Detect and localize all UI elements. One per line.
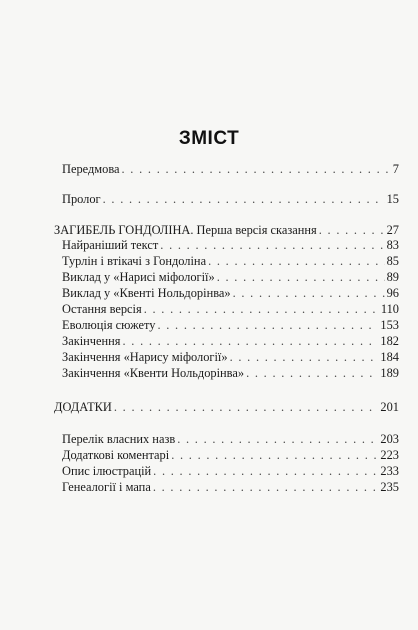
toc-entry-label: Додаткові коментарі — [62, 448, 170, 462]
dot-leader — [208, 253, 385, 269]
dot-leader — [103, 191, 385, 207]
toc-entry-quenta-noldorinwa — [62, 285, 399, 301]
toc-entry-label: Виклад у «Квенті Нольдорінва» — [62, 286, 231, 300]
toc-entry-label: Закінчення — [62, 334, 121, 348]
toc-entry-list-of-names — [62, 431, 399, 447]
toc-entry-label: Виклад у «Нарисі міфології» — [62, 270, 215, 284]
toc-entry-label: Еволюція сюжету — [62, 318, 156, 332]
toc-entry-page-number: 96 — [386, 286, 399, 300]
toc-entry-page-number: 184 — [380, 350, 399, 364]
toc-entry-fall-of-gondolin — [54, 222, 399, 238]
toc-entry-last-version — [62, 301, 399, 317]
toc-entry-ending — [62, 333, 399, 349]
toc-entry-label: Закінчення «Нарису міфології» — [62, 350, 228, 364]
dot-leader — [157, 317, 378, 333]
dot-leader — [114, 399, 379, 415]
toc-entry-page-number: 223 — [380, 448, 399, 462]
toc-entry-label: Опис ілюстрацій — [62, 464, 152, 478]
dot-leader — [217, 269, 385, 285]
toc-entry-page-number: 110 — [380, 302, 399, 316]
toc-entry-label: Перелік власних назв — [62, 432, 176, 446]
toc-entry-page-number: 89 — [386, 270, 399, 284]
toc-entry-label: ДОДАТКИ — [54, 400, 112, 414]
toc-entry-preface — [62, 161, 399, 177]
toc-entry-page-number: 15 — [386, 192, 399, 206]
toc-entry-page-number: 233 — [380, 464, 399, 478]
toc-entry-genealogies-map — [62, 479, 399, 495]
toc-entry-label: Пролог — [62, 192, 101, 206]
toc-entry-page-number: 27 — [386, 223, 399, 237]
toc-entry-page-number: 189 — [380, 366, 399, 380]
toc-entry-page-number: 85 — [386, 254, 399, 268]
toc-entry-label: Найраніший текст — [62, 238, 159, 252]
toc-entry-illustrations — [62, 463, 399, 479]
dot-leader — [246, 365, 378, 381]
toc-entry-label: Передмова — [62, 162, 120, 176]
dot-leader — [319, 222, 385, 238]
dot-leader — [230, 349, 379, 365]
toc-entry-page-number: 201 — [380, 400, 399, 414]
toc-entry-label: ЗАГИБЕЛЬ ГОНДОЛІНА. Перша версія сказання — [54, 223, 317, 237]
toc-entry-sketch-mythology — [62, 269, 399, 285]
page-title: ЗМІСТ — [178, 128, 240, 149]
toc-entry-page-number: 83 — [386, 238, 399, 252]
toc-entry-additional-notes — [62, 447, 399, 463]
dot-leader — [153, 479, 379, 495]
toc-entry-earliest-text — [62, 237, 399, 253]
dot-leader — [122, 161, 391, 177]
toc-entry-page-number: 7 — [392, 162, 399, 176]
dot-leader — [171, 447, 378, 463]
dot-leader — [123, 333, 379, 349]
toc-entry-page-number: 153 — [380, 318, 399, 332]
toc-entry-label: Турлін і втікачі з Гондоліна — [62, 254, 207, 268]
dot-leader — [144, 301, 379, 317]
dot-leader — [177, 431, 378, 447]
toc-entry-label: Генеалогії і мапа — [62, 480, 151, 494]
toc-entry-label: Закінчення «Квенти Нольдорінва» — [62, 366, 245, 380]
toc-entry-page-number: 203 — [380, 432, 399, 446]
toc-entry-ending-sketch — [62, 349, 399, 365]
toc-entry-evolution — [62, 317, 399, 333]
dot-leader — [153, 463, 378, 479]
dot-leader — [160, 237, 384, 253]
toc-entry-ending-quenta — [62, 365, 399, 381]
dot-leader — [233, 285, 385, 301]
toc-entry-prologue — [62, 191, 399, 207]
toc-entry-appendices — [54, 399, 399, 415]
toc-entry-page-number: 235 — [380, 480, 399, 494]
toc-entry-label: Остання версія — [62, 302, 142, 316]
toc-entry-page-number: 182 — [380, 334, 399, 348]
toc-entry-turlin — [62, 253, 399, 269]
